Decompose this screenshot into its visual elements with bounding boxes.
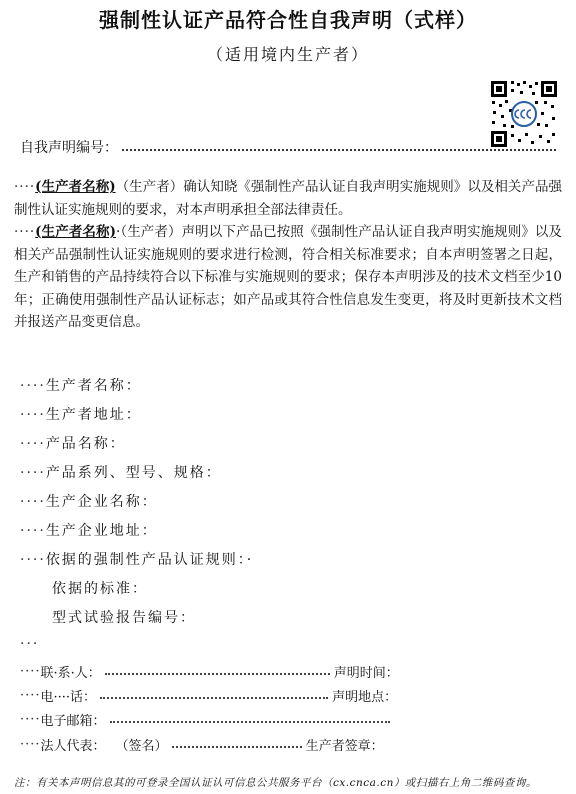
declaration-place-label: 声明地点： [332, 690, 398, 705]
field-producer-address: ····生产者地址： [20, 407, 142, 423]
field-test-report-number [52, 607, 196, 627]
field-manufacturer-name: ····生产企业名称： [20, 494, 158, 510]
declaration-time-label: 声明时间： [333, 666, 399, 681]
phone-place-row: ···· 电····话： 声明地点： [20, 688, 398, 705]
declaration-paragraph [14, 221, 562, 334]
producer-seal-label: 生产者签章： [305, 739, 384, 754]
field-label: 型式试验报告编号： [52, 610, 196, 626]
producer-name-placeholder: (生产者名称) [35, 224, 116, 240]
leader-dots: ···· [14, 224, 36, 240]
contact-time-row: ···· 联·系·人： 声明时间： [20, 664, 399, 681]
declaration-number-row [20, 137, 560, 157]
page-title: 强制性认证产品符合性自我声明（式样） [99, 8, 477, 32]
declaration-number-blank [122, 141, 556, 151]
field-label: 生产企业名称： [45, 494, 158, 510]
field-label: 产品名称： [45, 436, 126, 452]
page-subtitle: （适用境内生产者） [206, 45, 369, 64]
paragraph-text: ·（生产者）声明以下产品已按照《强制性产品认证自我声明实施规则》以及相关产品强制性认证实施规则的要求进行检测，符合相关标准要求；自本声明签署之日起，生产和销售的产品持续符合以下标准与实施规则的要求；保存本声明涉及的技术文档至少10年；正确使用强制性产品认证标志；如产品或其符合性信息发生变更，将及时更新技术文档并报送产品变更信息。 [14, 224, 563, 330]
field-label: 生产者名称： [45, 378, 142, 394]
acknowledgement-paragraph [14, 176, 562, 221]
field-standards [52, 578, 148, 598]
declaration-number-label: 自我声明编号： [20, 140, 118, 156]
signature-placeholder: （签名） [115, 739, 168, 754]
field-label: 产品系列、型号、规格： [45, 465, 222, 481]
email-row: ···· 电子邮箱： [20, 710, 540, 729]
field-label: 依据的强制性产品认证规则：· [45, 552, 254, 568]
footer-note: 注：有关本声明信息其的可登录全国认证认可信息公共服务平台（cx.cnca.cn）或扫描右上角二维码查询。 [14, 777, 537, 789]
email-label: 电子邮箱： [40, 714, 106, 729]
field-certification-rules: ····依据的强制性产品认证规则：· [20, 552, 254, 568]
field-producer-name: ····生产者名称： [20, 378, 142, 394]
paragraph-text: （生产者）确认知晓《强制性产品认证自我声明实施规则》以及相关产品强制性认证实施规则的要求，对本声明承担全部法律责任。 [14, 179, 562, 218]
field-label: 依据的标准： [52, 581, 148, 597]
phone-label: 电····话： [40, 690, 97, 705]
field-manufacturer-address: ····生产企业地址： [20, 523, 158, 539]
legal-rep-label: 法人代表： [40, 739, 106, 754]
field-label: 生产者地址： [45, 407, 142, 423]
signature-row: ···· 法人代表： （签名） 生产者签章： [20, 737, 384, 754]
field-extra: ··· [20, 636, 40, 652]
leader-dots: ···· [14, 179, 36, 195]
field-product-model: ····产品系列、型号、规格： [20, 465, 222, 481]
field-product-name: ····产品名称： [20, 436, 126, 452]
field-label: 生产企业地址： [45, 523, 158, 539]
contact-person-label: 联·系·人： [40, 666, 101, 681]
producer-name-placeholder: (生产者名称) [35, 179, 116, 195]
